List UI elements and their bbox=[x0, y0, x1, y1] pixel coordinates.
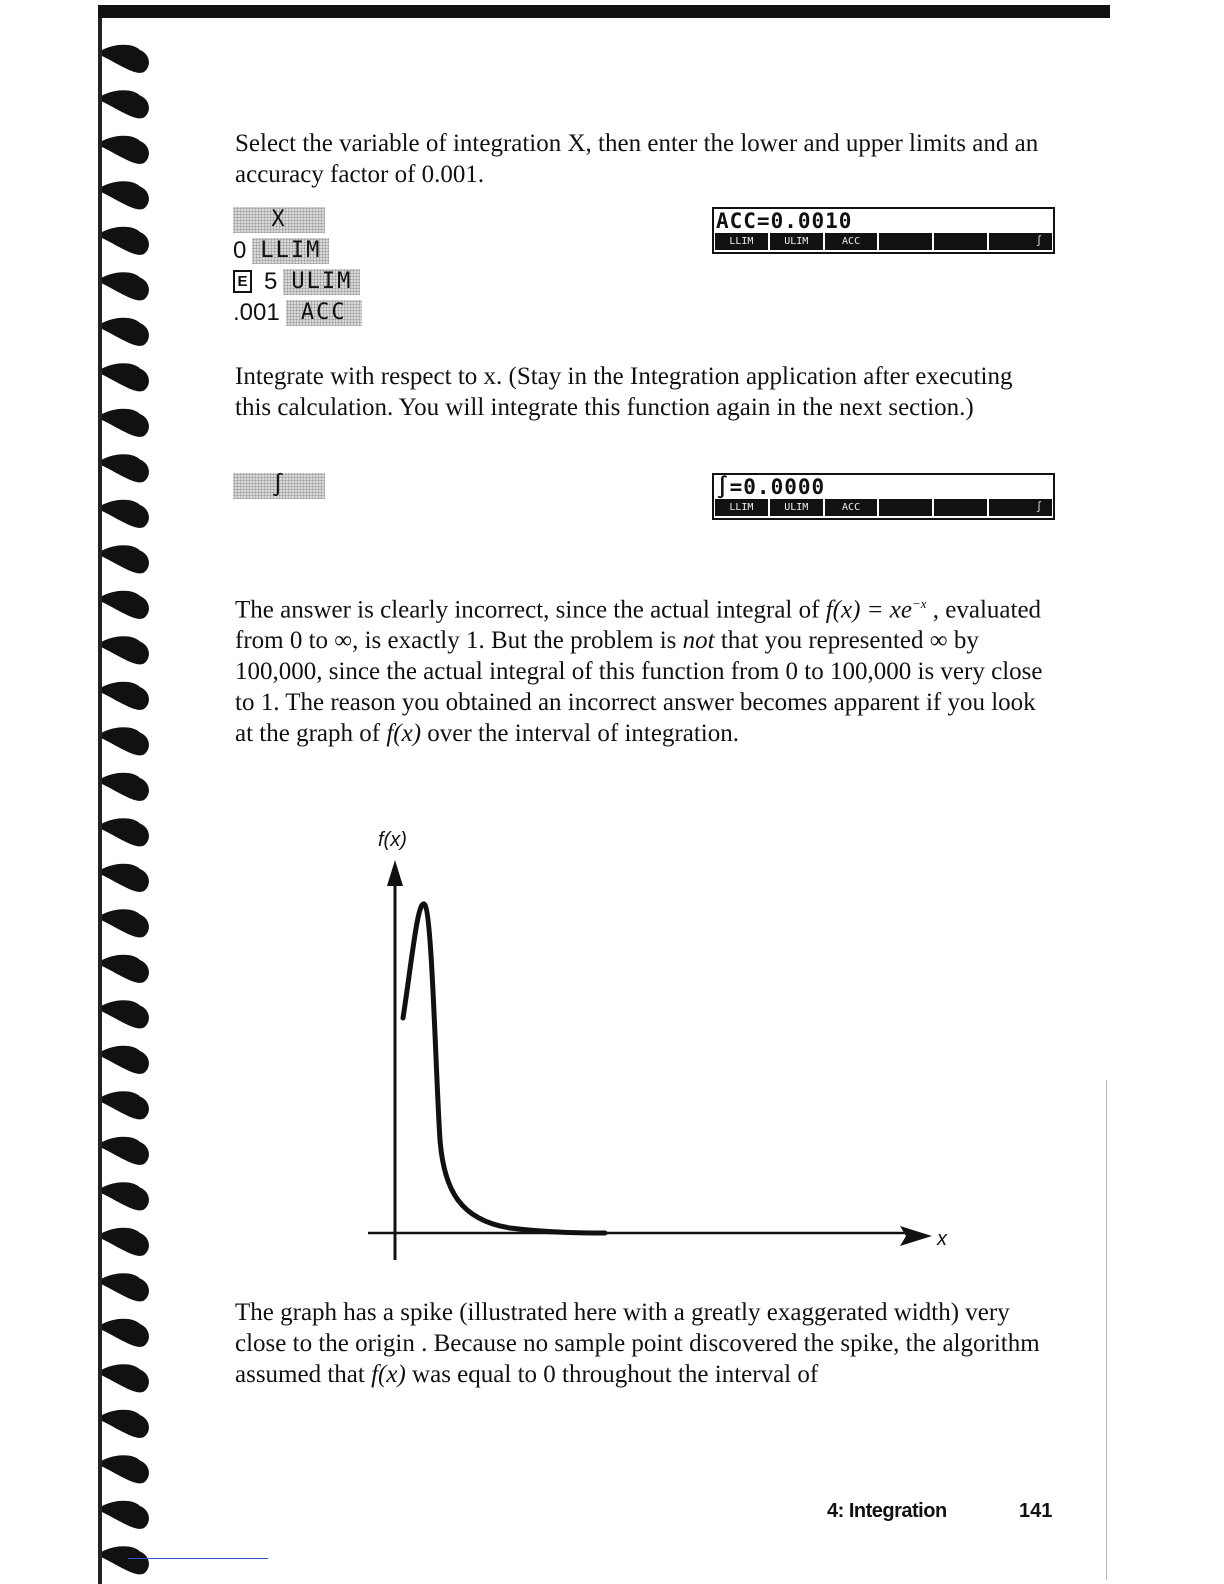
text-run: , evaluated from 0 to ∞, is exactly 1. But the problem is bbox=[235, 596, 1042, 655]
display-line: ACC=0.0010 bbox=[716, 209, 853, 233]
scan-edge-line bbox=[128, 1558, 268, 1559]
keystroke-row bbox=[233, 297, 362, 328]
math-equation: = xe bbox=[860, 596, 912, 624]
binding-ring bbox=[102, 1410, 149, 1438]
binding-ring bbox=[102, 1319, 149, 1347]
binding-ring bbox=[102, 1091, 149, 1119]
binding-ring bbox=[102, 1000, 149, 1028]
binding-ring bbox=[102, 500, 149, 528]
binding-ring bbox=[102, 545, 149, 573]
menu-key-blank[interactable] bbox=[934, 233, 987, 250]
explanation-paragraph bbox=[235, 588, 1050, 749]
function-curve bbox=[403, 904, 605, 1233]
menu-key-llim[interactable]: LLIM bbox=[715, 233, 768, 250]
binding-ring bbox=[102, 909, 149, 937]
binding-ring bbox=[102, 1546, 149, 1574]
softkey-acc[interactable]: ACC bbox=[286, 300, 362, 326]
math-fx: f(x) bbox=[386, 720, 422, 748]
binding-ring bbox=[102, 1228, 149, 1256]
keystroke-sequence-1 bbox=[233, 204, 362, 328]
binding-ring bbox=[102, 636, 149, 664]
keystroke-sequence-2 bbox=[233, 470, 325, 501]
binding-ring bbox=[102, 818, 149, 846]
binding-ring bbox=[102, 45, 149, 73]
page-top-border bbox=[98, 5, 1110, 18]
menu-key-ulim[interactable]: ULIM bbox=[770, 233, 823, 250]
math-fx: f(x) bbox=[825, 596, 861, 624]
footer-section-title: 4: Integration bbox=[827, 1500, 947, 1522]
softkey-x[interactable]: X bbox=[233, 207, 325, 233]
page-edge bbox=[1106, 1080, 1107, 1580]
softkey-integrate[interactable]: ∫ bbox=[233, 473, 325, 499]
menu-key-blank[interactable] bbox=[879, 233, 932, 250]
instruction-paragraph-1: Select the variable of integration X, then enter the lower and upper limits and an accuracy factor of 0.001. bbox=[235, 130, 1039, 188]
y-axis-arrowhead bbox=[387, 860, 403, 886]
binding-ring bbox=[102, 773, 149, 801]
continuation-paragraph bbox=[235, 1297, 1055, 1390]
x-axis-arrowhead bbox=[900, 1226, 932, 1246]
binding-ring bbox=[102, 454, 149, 482]
spiral-binding bbox=[100, 40, 170, 1580]
binding-ring bbox=[102, 955, 149, 983]
x-axis-label: x bbox=[937, 1228, 947, 1250]
footer-page-number: 141 bbox=[1019, 1500, 1053, 1522]
keystroke-number: 0 bbox=[233, 236, 247, 264]
keystroke-number: 5 bbox=[264, 267, 278, 295]
keystroke-row bbox=[233, 235, 362, 266]
math-fx: f(x) bbox=[371, 1361, 406, 1388]
binding-ring bbox=[102, 272, 149, 300]
binding-ring bbox=[102, 727, 149, 755]
display-menu bbox=[715, 233, 1052, 250]
binding-ring bbox=[102, 363, 149, 391]
text-run: The answer is clearly incorrect, since the actual integral of bbox=[235, 596, 826, 624]
y-axis-label: f(x) bbox=[378, 829, 407, 851]
binding-ring bbox=[102, 682, 149, 710]
binding-ring bbox=[102, 1046, 149, 1074]
menu-key-integrate[interactable]: ∫ bbox=[989, 499, 1052, 516]
text-run: The graph has a spike (illustrated here with a greatly exaggerated width) very close to the origin . Because no sample point discovered the spike, the algorithm assumed that bbox=[235, 1299, 1040, 1388]
binding-ring bbox=[102, 1182, 149, 1210]
keystroke-row bbox=[233, 266, 362, 297]
binding-ring bbox=[102, 1501, 149, 1529]
binding-ring bbox=[102, 1137, 149, 1165]
menu-key-acc[interactable]: ACC bbox=[825, 233, 878, 250]
spike-graph bbox=[360, 820, 960, 1260]
binding-ring bbox=[102, 1273, 149, 1301]
binding-ring bbox=[102, 318, 149, 346]
emphasis-not: not bbox=[682, 627, 715, 655]
text-run: that you represented ∞ by 100,000, since the actual integral of this function from 0 to 100,000 is very close to 1. The reason you obtained an incorrect answer becomes apparent if you look at the graph of bbox=[235, 627, 1043, 748]
binding-ring bbox=[102, 591, 149, 619]
instruction-paragraph-2: Integrate with respect to x. (Stay in the Integration application after executing this calculation. You will integrate this function again in the next section.) bbox=[235, 363, 1013, 421]
menu-key-integrate[interactable]: ∫ bbox=[989, 233, 1052, 250]
display-menu bbox=[715, 499, 1052, 516]
keystroke-row bbox=[233, 470, 325, 501]
menu-key-llim[interactable]: LLIM bbox=[715, 499, 768, 516]
menu-key-ulim[interactable]: ULIM bbox=[770, 499, 823, 516]
display-line: ∫=0.0000 bbox=[716, 475, 826, 499]
binding-ring bbox=[102, 136, 149, 164]
binding-ring bbox=[102, 227, 149, 255]
softkey-ulim[interactable]: ULIM bbox=[283, 269, 360, 295]
binding-ring bbox=[102, 409, 149, 437]
keystroke-number: .001 bbox=[233, 298, 280, 326]
menu-key-acc[interactable]: ACC bbox=[825, 499, 878, 516]
math-exponent: −x bbox=[911, 596, 927, 611]
keystroke-row bbox=[233, 204, 362, 235]
binding-ring bbox=[102, 864, 149, 892]
softkey-llim[interactable]: LLIM bbox=[252, 238, 329, 264]
binding-ring bbox=[102, 90, 149, 118]
text-run: over the interval of integration. bbox=[421, 720, 739, 748]
menu-key-blank[interactable] bbox=[879, 499, 932, 516]
key-e[interactable]: E bbox=[233, 270, 252, 293]
binding-ring bbox=[102, 1364, 149, 1392]
calculator-display-2 bbox=[712, 473, 1055, 520]
menu-key-blank[interactable] bbox=[934, 499, 987, 516]
binding-ring bbox=[102, 1455, 149, 1483]
binding-ring bbox=[102, 181, 149, 209]
calculator-display-1 bbox=[712, 207, 1055, 254]
text-run: was equal to 0 throughout the interval of bbox=[405, 1361, 819, 1388]
